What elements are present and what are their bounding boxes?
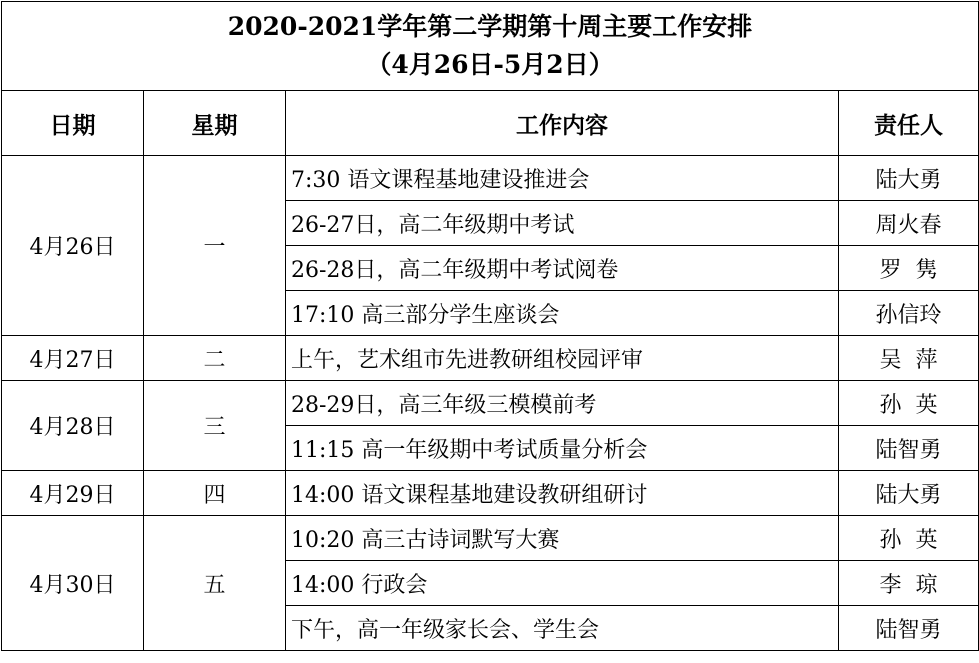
weekday-cell: 四 bbox=[144, 471, 286, 516]
title-line-2: （4月26日-5月2日） bbox=[366, 50, 614, 79]
schedule-title bbox=[2, 2, 979, 91]
table-row bbox=[2, 156, 979, 201]
person-cell: 陆智勇 bbox=[839, 606, 979, 651]
task-cell: 下午，高一年级家长会、学生会 bbox=[286, 606, 839, 651]
table-row bbox=[2, 336, 979, 381]
weekday-cell: 五 bbox=[144, 516, 286, 651]
date-cell: 4月29日 bbox=[2, 471, 144, 516]
task-cell: 上午，艺术组市先进教研组校园评审 bbox=[286, 336, 839, 381]
header-date: 日期 bbox=[2, 91, 144, 156]
weekday-cell: 一 bbox=[144, 156, 286, 336]
person-cell: 陆大勇 bbox=[839, 471, 979, 516]
person-cell: 陆智勇 bbox=[839, 426, 979, 471]
person-cell: 陆大勇 bbox=[839, 156, 979, 201]
task-cell: 26-28日，高二年级期中考试阅卷 bbox=[286, 246, 839, 291]
person-cell: 孙信玲 bbox=[839, 291, 979, 336]
table-row bbox=[2, 381, 979, 426]
person-cell: 孙 英 bbox=[839, 381, 979, 426]
task-cell: 14:00 语文课程基地建设教研组研讨 bbox=[286, 471, 839, 516]
task-cell: 7:30 语文课程基地建设推进会 bbox=[286, 156, 839, 201]
task-cell: 26-27日，高二年级期中考试 bbox=[286, 201, 839, 246]
person-cell: 吴 萍 bbox=[839, 336, 979, 381]
task-cell: 28-29日，高三年级三模模前考 bbox=[286, 381, 839, 426]
weekday-cell: 三 bbox=[144, 381, 286, 471]
date-cell: 4月27日 bbox=[2, 336, 144, 381]
table-row bbox=[2, 516, 979, 561]
weekday-cell: 二 bbox=[144, 336, 286, 381]
date-cell: 4月26日 bbox=[2, 156, 144, 336]
date-cell: 4月28日 bbox=[2, 381, 144, 471]
person-cell: 李 琼 bbox=[839, 561, 979, 606]
header-content: 工作内容 bbox=[286, 91, 839, 156]
person-cell: 罗 隽 bbox=[839, 246, 979, 291]
person-cell: 周火春 bbox=[839, 201, 979, 246]
person-cell: 孙 英 bbox=[839, 516, 979, 561]
title-line-1: 2020-2021学年第二学期第十周主要工作安排 bbox=[227, 12, 753, 41]
schedule-table bbox=[1, 1, 979, 651]
header-weekday: 星期 bbox=[144, 91, 286, 156]
task-cell: 10:20 高三古诗词默写大赛 bbox=[286, 516, 839, 561]
table-row bbox=[2, 471, 979, 516]
date-cell: 4月30日 bbox=[2, 516, 144, 651]
task-cell: 11:15 高一年级期中考试质量分析会 bbox=[286, 426, 839, 471]
task-cell: 17:10 高三部分学生座谈会 bbox=[286, 291, 839, 336]
task-cell: 14:00 行政会 bbox=[286, 561, 839, 606]
header-person: 责任人 bbox=[839, 91, 979, 156]
